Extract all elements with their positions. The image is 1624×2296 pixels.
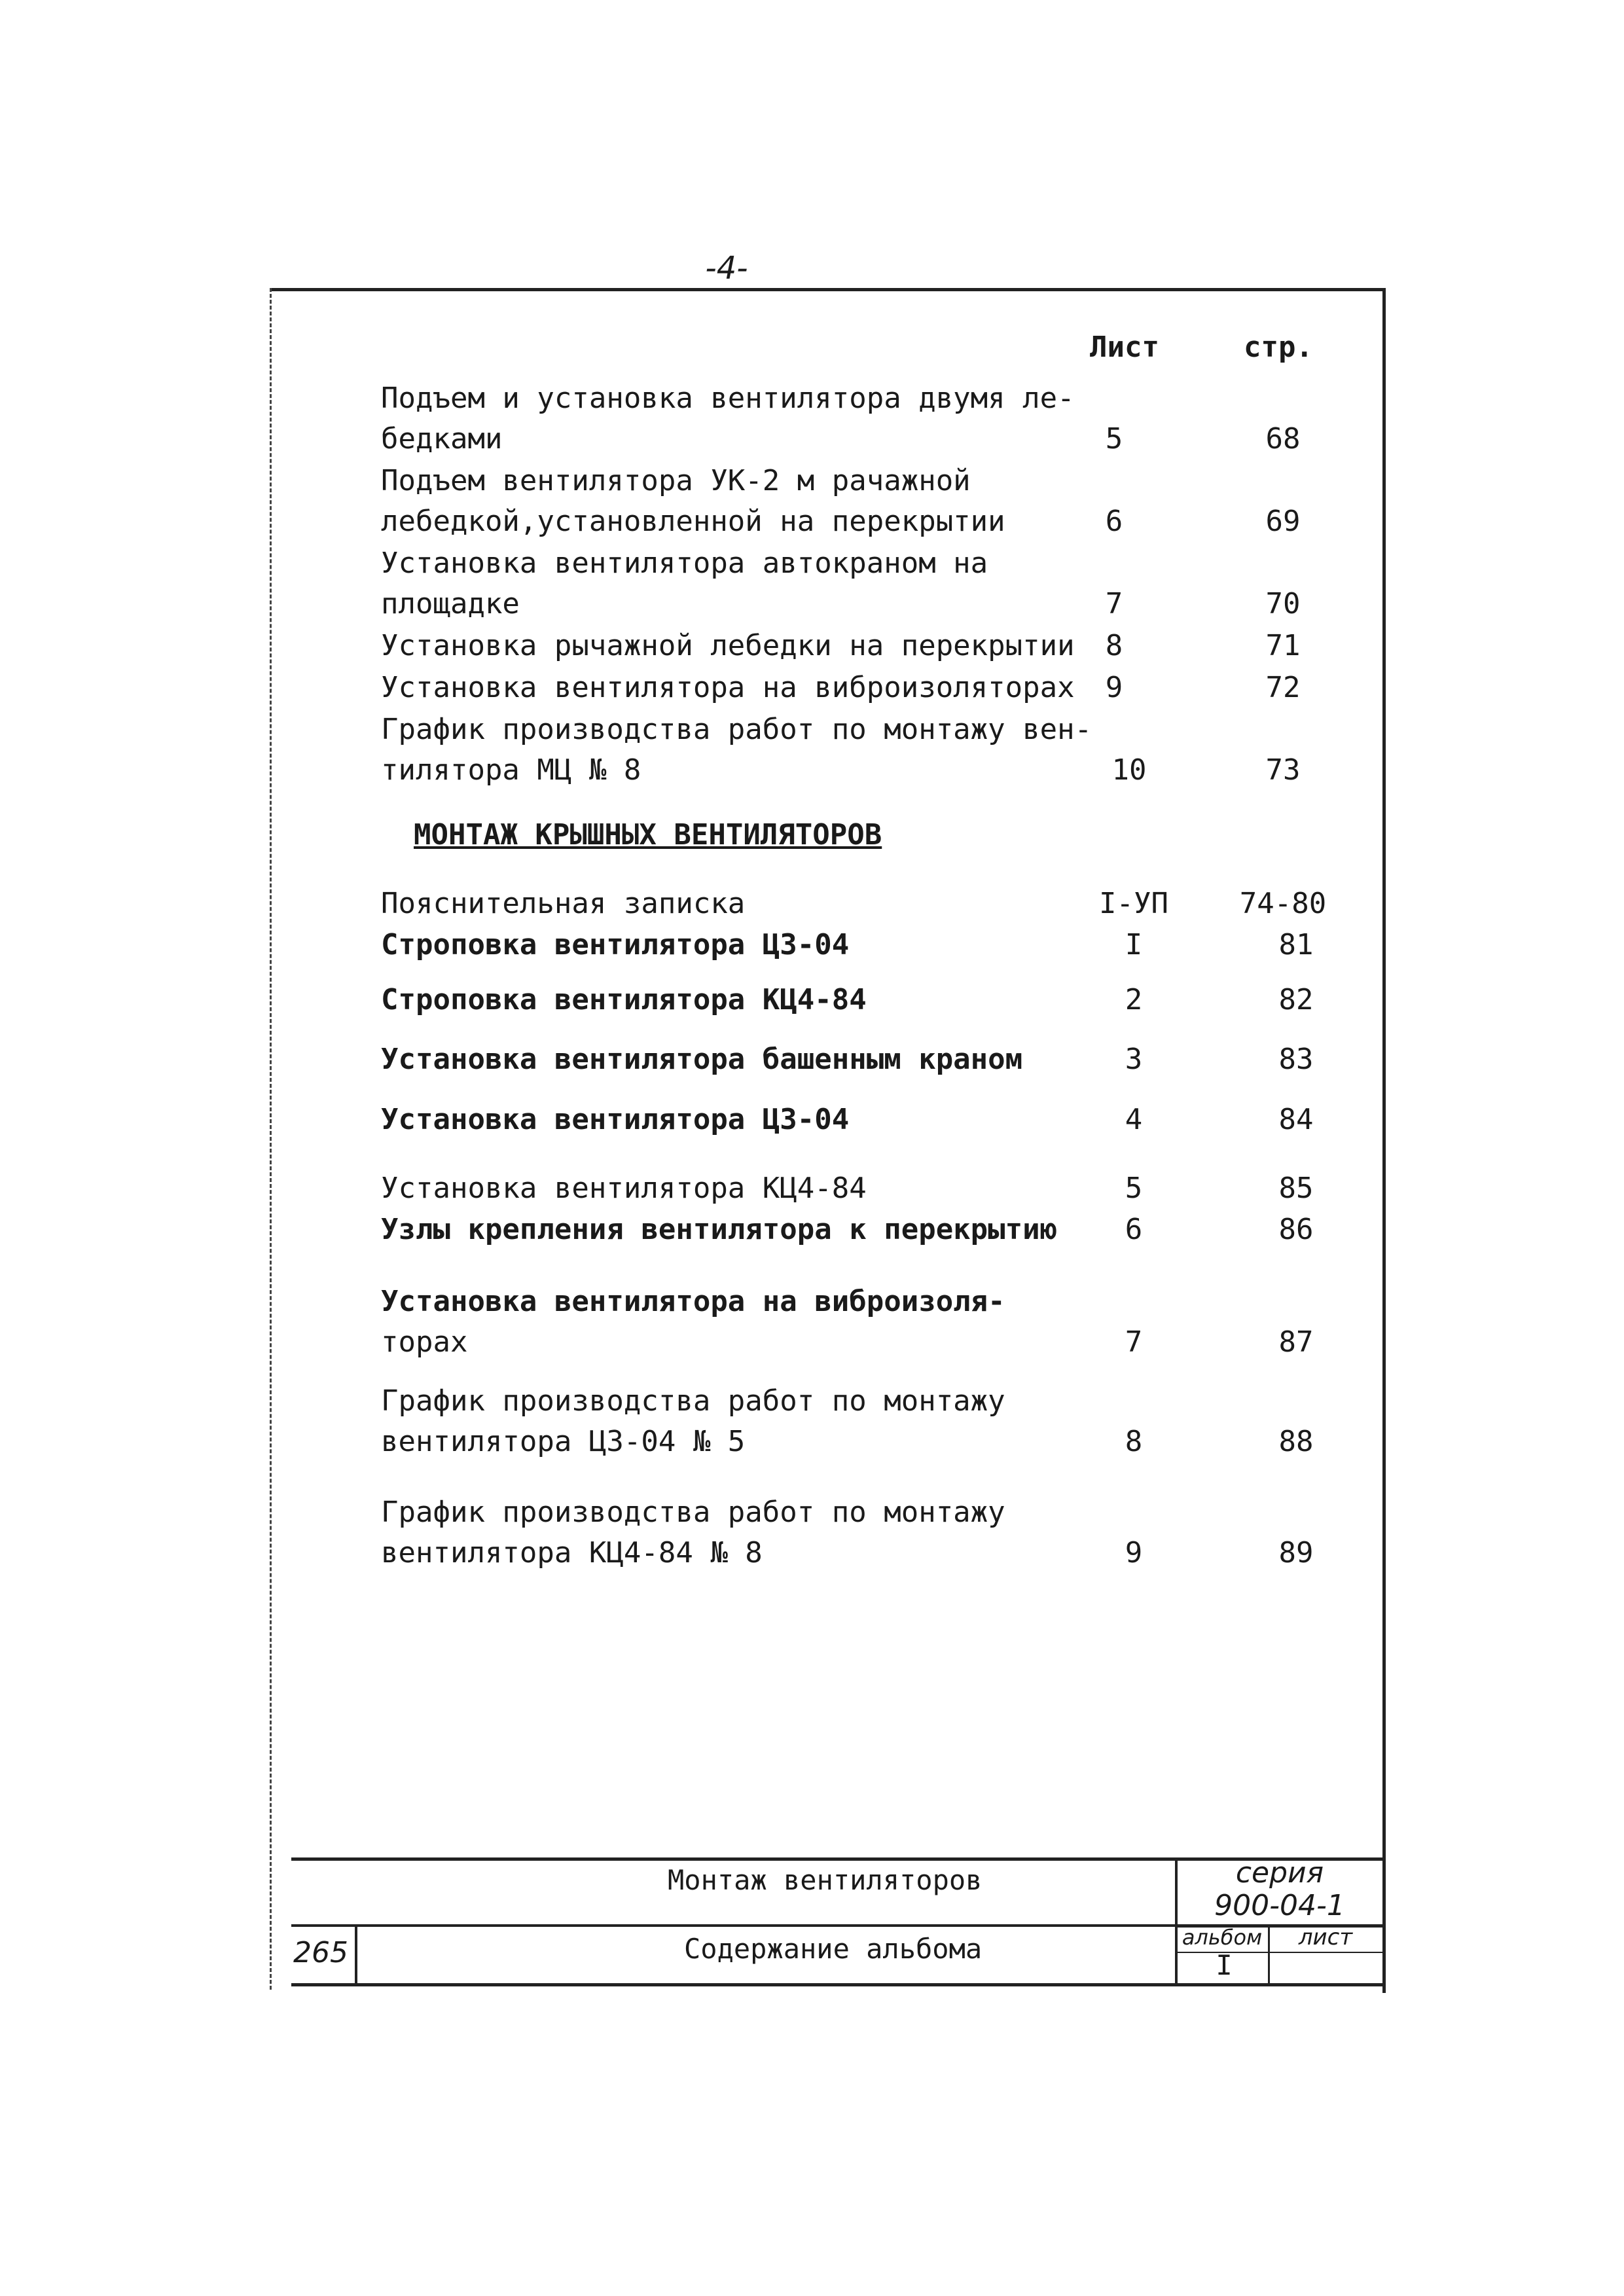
toc-entry-title [381, 461, 1108, 542]
toc-entry-line: График производства работ по монтажу [381, 1496, 1005, 1529]
toc-entry-line: бедками [381, 422, 503, 456]
toc-entry-title [381, 1492, 1108, 1573]
toc-entry-title [381, 709, 1108, 791]
series-value: 900-04-1 [1214, 1889, 1345, 1922]
toc-entry-line: Установка вентилятора автокраном на [381, 547, 988, 580]
toc-entry-title [381, 1210, 1108, 1250]
sheet-label: лист [1298, 1924, 1353, 1950]
toc-entry-page: 68 [1265, 422, 1301, 456]
toc-entry-sheet: 5 [1125, 1172, 1143, 1205]
toc-entry-line: Установка вентилятора ЦЗ-04 [381, 1103, 850, 1136]
toc-entry-sheet: 9 [1105, 671, 1123, 704]
toc-entry-line: Установка вентилятора КЦ4-84 [381, 1172, 867, 1205]
toc-entry-page: 74-80 [1239, 887, 1327, 920]
toc-entry-page: 81 [1278, 928, 1314, 961]
album-label: альбом [1182, 1925, 1263, 1950]
toc-entry-sheet: 7 [1125, 1325, 1143, 1359]
toc-entry-page: 70 [1265, 587, 1301, 620]
left-code: 265 [293, 1936, 348, 1969]
toc-entry-title [381, 1100, 1108, 1140]
title-block-subtitle: Содержание альбома [684, 1933, 983, 1965]
toc-entry-page: 82 [1278, 983, 1314, 1016]
toc-entry-page: 89 [1278, 1536, 1314, 1570]
album-value: I [1216, 1949, 1233, 1981]
toc-entry-title [381, 1282, 1108, 1363]
toc-entry-title [381, 1168, 1108, 1209]
binding-edge [270, 288, 272, 1990]
toc-entry-page: 71 [1265, 629, 1301, 662]
toc-entry-sheet: 3 [1125, 1043, 1143, 1076]
toc-entry-line: тилятора МЦ № 8 [381, 753, 641, 787]
toc-entry-line: График производства работ по монтажу вен- [381, 713, 1092, 746]
toc-entry-sheet: 4 [1125, 1103, 1143, 1136]
toc-entry-page: 69 [1265, 505, 1301, 538]
toc-entry-title [381, 925, 1108, 965]
toc-entry-line: Установка вентилятора башенным краном [381, 1043, 1023, 1076]
toc-entry-line: площадке [381, 587, 520, 620]
toc-entry-sheet: I [1125, 928, 1143, 961]
toc-entry-line: Строповка вентилятора КЦ4-84 [381, 983, 867, 1016]
toc-entry-sheet: 10 [1111, 753, 1147, 787]
toc-entry-line: График производства работ по монтажу [381, 1384, 1005, 1418]
toc-entry-title [381, 378, 1108, 459]
toc-entry-sheet: 8 [1105, 629, 1123, 662]
title-block-left-divider [355, 1924, 357, 1985]
column-header-page: стр. [1244, 331, 1313, 364]
toc-entry-line: вентилятора ЦЗ-04 № 5 [381, 1425, 746, 1458]
toc-entry-sheet: 6 [1125, 1213, 1143, 1246]
toc-entry-sheet: 9 [1125, 1536, 1143, 1570]
toc-entry-line: торах [381, 1325, 468, 1359]
toc-entry-page: 86 [1278, 1213, 1314, 1246]
toc-entry-sheet: I-УП [1099, 887, 1168, 920]
toc-entry-title [381, 626, 1108, 666]
column-header-sheet: Лист [1090, 331, 1159, 364]
toc-entry-page: 72 [1265, 671, 1301, 704]
title-block-title: Монтаж вентиляторов [668, 1864, 983, 1896]
toc-entry-line: Пояснительная записка [381, 887, 746, 920]
toc-entry-page: 83 [1278, 1043, 1314, 1076]
page-number: -4- [705, 250, 748, 287]
toc-entry-page: 84 [1278, 1103, 1314, 1136]
toc-entry-title [381, 1039, 1108, 1080]
toc-entry-title [381, 1381, 1108, 1462]
title-block-label-underline [1175, 1952, 1382, 1953]
toc-entry-line: Строповка вентилятора ЦЗ-04 [381, 928, 850, 961]
toc-entry-sheet: 6 [1105, 505, 1123, 538]
toc-entry-title [381, 980, 1108, 1020]
toc-entry-line: Установка вентилятора на виброизоля- [381, 1285, 1005, 1318]
toc-entry-line: Установка вентилятора на виброизоляторах [381, 671, 1075, 704]
toc-entry-line: Подъем вентилятора УК-2 м рачажной [381, 464, 971, 497]
toc-entry-title [381, 668, 1108, 708]
toc-entry-sheet: 7 [1105, 587, 1123, 620]
series-label: серия [1235, 1856, 1324, 1890]
toc-entry-title [381, 543, 1108, 624]
toc-entry-title [381, 884, 1108, 924]
toc-entry-line: Подъем и установка вентилятора двумя ле- [381, 382, 1075, 415]
toc-entry-sheet: 5 [1105, 422, 1123, 456]
toc-entry-page: 73 [1265, 753, 1301, 787]
toc-entry-sheet: 8 [1125, 1425, 1143, 1458]
toc-entry-page: 87 [1278, 1325, 1314, 1359]
toc-entry-line: лебедкой,установленной на перекрытии [381, 505, 1005, 538]
toc-entry-sheet: 2 [1125, 983, 1143, 1016]
toc-entry-page: 85 [1278, 1172, 1314, 1205]
title-block-series-divider [1175, 1857, 1178, 1985]
toc-entry-line: вентилятора КЦ4-84 № 8 [381, 1536, 763, 1570]
toc-entry-line: Установка рычажной лебедки на перекрытии [381, 629, 1075, 662]
section-heading: МОНТАЖ КРЫШНЫХ ВЕНТИЛЯТОРОВ [414, 818, 882, 852]
toc-entry-line: Узлы крепления вентилятора к перекрытию [381, 1213, 1058, 1246]
toc-entry-page: 88 [1278, 1425, 1314, 1458]
